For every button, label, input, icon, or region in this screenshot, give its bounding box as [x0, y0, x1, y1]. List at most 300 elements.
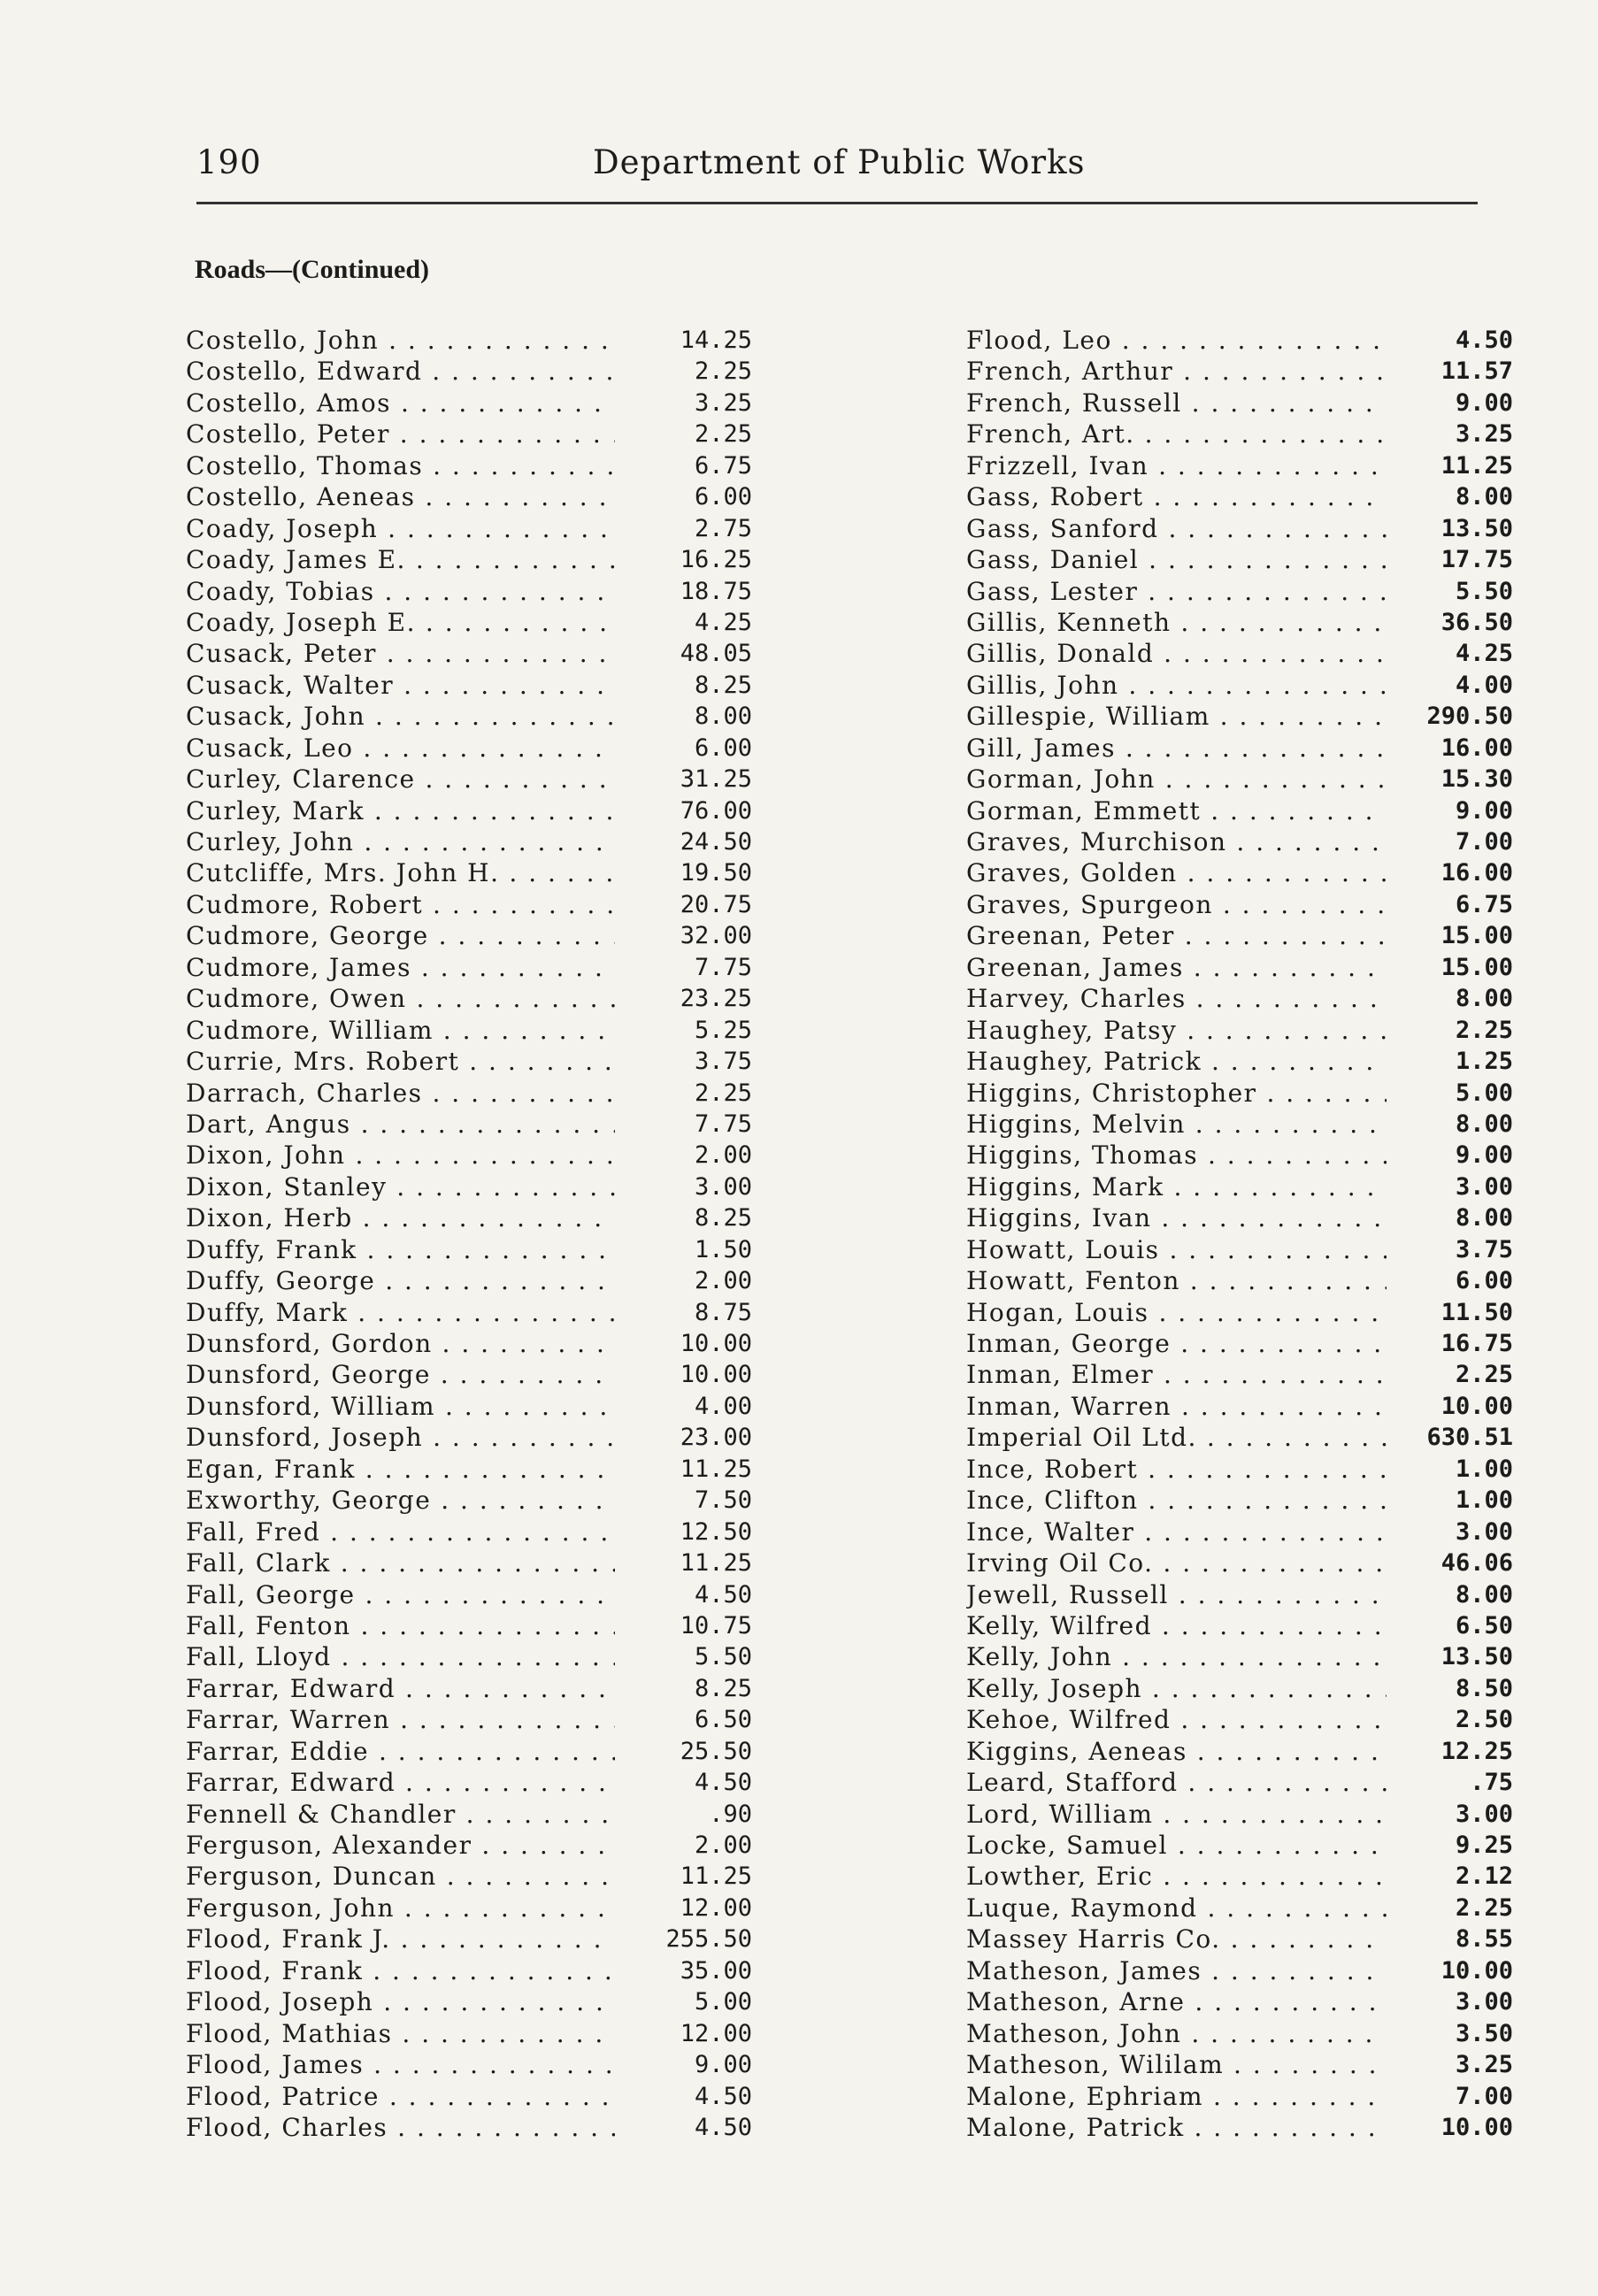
payment-amount: 9.00: [694, 2051, 752, 2079]
ledger-entry: [186, 1297, 752, 1328]
payment-amount: 4.50: [1455, 326, 1513, 354]
payee-name: Gass, Daniel . . .: [966, 544, 1387, 575]
ledger-entry: [966, 356, 1513, 387]
ledger-entry: [966, 1422, 1513, 1453]
payment-amount: 1.50: [694, 1235, 752, 1263]
payee-name: Fall, Fred . . .: [186, 1517, 615, 1547]
ledger-entry: [186, 1517, 752, 1547]
ledger-entry: [186, 1547, 752, 1578]
payee-name: Gass, Robert . . .: [966, 481, 1387, 512]
payee-name: Massey Harris Co. . . .: [966, 1924, 1387, 1954]
payment-amount: 10.00: [1441, 2113, 1513, 2141]
ledger-entry: [186, 1704, 752, 1735]
ledger-entry: [186, 1830, 752, 1861]
payment-amount: 8.25: [694, 1674, 752, 1702]
payment-amount: 5.50: [1455, 577, 1513, 605]
payee-name: Ince, Walter . . .: [966, 1517, 1387, 1547]
payment-amount: 31.25: [680, 765, 752, 794]
payee-name: Exworthy, George . . .: [186, 1485, 615, 1516]
ledger-entry: [186, 2081, 752, 2112]
ledger-entry: [186, 2112, 752, 2143]
ledger-entry: [966, 1986, 1513, 2017]
payment-amount: 11.25: [680, 1455, 752, 1483]
payee-name: Dart, Angus . . .: [186, 1109, 615, 1140]
payment-amount: 20.75: [680, 890, 752, 918]
left-column: [186, 325, 752, 2143]
ledger-entry: [966, 1736, 1513, 1767]
payment-amount: 6.50: [1455, 1611, 1513, 1639]
payee-name: Matheson, Arne . . .: [966, 1986, 1387, 2017]
ledger-entry: [966, 1955, 1513, 1986]
payee-name: Darrach, Charles . . .: [186, 1078, 615, 1109]
payment-amount: 5.00: [1455, 1079, 1513, 1107]
ledger-entry: [186, 2018, 752, 2049]
payment-amount: 6.50: [694, 1706, 752, 1734]
ledger-entry: [966, 1861, 1513, 1892]
payment-amount: 9.00: [1455, 796, 1513, 825]
payee-name: Cudmore, Owen . . .: [186, 983, 615, 1014]
ledger-entry: [966, 920, 1513, 951]
payee-name: Gillis, Donald . . .: [966, 638, 1387, 669]
payment-amount: 2.00: [694, 1831, 752, 1859]
payment-amount: 10.75: [680, 1611, 752, 1639]
payment-amount: 14.25: [680, 326, 752, 354]
payment-amount: 12.25: [1441, 1737, 1513, 1765]
payment-amount: 3.75: [694, 1048, 752, 1076]
payment-amount: 15.00: [1441, 922, 1513, 950]
payee-name: Fall, Fenton . . .: [186, 1610, 615, 1641]
payment-amount: 36.50: [1441, 608, 1513, 636]
payee-name: Flood, Charles . . .: [186, 2112, 615, 2143]
ledger-entry: [966, 1328, 1513, 1359]
payment-amount: 76.00: [680, 796, 752, 825]
payment-amount: .75: [1470, 1769, 1513, 1797]
payee-name: Dixon, John . . .: [186, 1140, 615, 1171]
payee-name: Imperial Oil Ltd. . . .: [966, 1422, 1387, 1453]
payee-name: Cudmore, William . . .: [186, 1015, 615, 1046]
payee-name: Costello, Aeneas . . .: [186, 481, 615, 512]
payee-name: Gass, Sanford . . .: [966, 513, 1387, 544]
ledger-entry: [966, 1265, 1513, 1296]
ledger-entry: [186, 419, 752, 449]
ledger-entry: [186, 1078, 752, 1109]
payee-name: Dunsford, Joseph . . .: [186, 1422, 615, 1453]
ledger-entry: [966, 733, 1513, 764]
payee-name: Greenan, Peter . . .: [966, 920, 1387, 951]
ledger-entry: [966, 2018, 1513, 2049]
payee-name: Lowther, Eric . . .: [966, 1861, 1387, 1892]
payee-name: Duffy, Frank . . .: [186, 1234, 615, 1265]
ledger-entry: [966, 1799, 1513, 1830]
payment-amount: 255.50: [665, 1925, 752, 1954]
payment-amount: 8.55: [1455, 1925, 1513, 1954]
payment-amount: 4.00: [694, 1392, 752, 1420]
ledger-entry: [186, 889, 752, 920]
payee-name: Cutcliffe, Mrs. John H. . . .: [186, 857, 615, 888]
payment-amount: 2.25: [1455, 1893, 1513, 1922]
payee-name: Ince, Robert . . .: [966, 1454, 1387, 1485]
ledger-entry: [966, 670, 1513, 701]
payment-amount: 6.75: [1455, 890, 1513, 918]
payee-name: Dunsford, Gordon . . .: [186, 1328, 615, 1359]
ledger-entry: [966, 1078, 1513, 1109]
payment-amount: 10.00: [1441, 1956, 1513, 1985]
payee-name: Malone, Ephriam . . .: [966, 2081, 1387, 2112]
payee-name: Cudmore, Robert . . .: [186, 889, 615, 920]
payment-amount: 7.75: [694, 1110, 752, 1138]
ledger-entry: [966, 1579, 1513, 1610]
payee-name: Cusack, Walter . . .: [186, 670, 615, 701]
ledger-entry: [966, 576, 1513, 607]
payee-name: Flood, Frank . . .: [186, 1955, 615, 1986]
right-column: [966, 325, 1513, 2143]
ledger-entry: [966, 1391, 1513, 1422]
payment-amount: 1.00: [1455, 1486, 1513, 1515]
payment-amount: 630.51: [1426, 1424, 1513, 1452]
payee-name: Irving Oil Co. . . .: [966, 1547, 1387, 1578]
payee-name: Fall, Clark . . .: [186, 1547, 615, 1578]
payee-name: Graves, Spurgeon . . .: [966, 889, 1387, 920]
payment-amount: 2.00: [694, 1267, 752, 1295]
payment-amount: 6.75: [694, 451, 752, 480]
ledger-entry: [186, 1924, 752, 1954]
payment-amount: 4.25: [694, 608, 752, 636]
payment-amount: 24.50: [680, 828, 752, 856]
ledger-entry: [186, 1454, 752, 1485]
ledger-entry: [966, 1109, 1513, 1140]
payee-name: Flood, Patrice . . .: [186, 2081, 615, 2112]
payment-amount: 2.25: [694, 420, 752, 449]
ledger-entry: [966, 889, 1513, 920]
payment-amount: 15.30: [1441, 765, 1513, 794]
ledger-entry: [966, 419, 1513, 449]
ledger-entry: [186, 1861, 752, 1892]
payee-name: Harvey, Charles . . .: [966, 983, 1387, 1014]
ledger-entry: [966, 607, 1513, 638]
payment-amount: 2.12: [1455, 1862, 1513, 1891]
payee-name: Locke, Samuel . . .: [966, 1830, 1387, 1861]
payee-name: Howatt, Louis . . .: [966, 1234, 1387, 1265]
payee-name: Higgins, Melvin . . .: [966, 1109, 1387, 1140]
ledger-entry: [966, 1297, 1513, 1328]
payment-amount: 8.00: [1455, 1110, 1513, 1138]
payee-name: Matheson, Wililam . . .: [966, 2049, 1387, 2080]
payee-name: Cudmore, James . . .: [186, 952, 615, 983]
payee-name: Gillis, Kenneth . . .: [966, 607, 1387, 638]
payment-amount: 10.00: [680, 1330, 752, 1357]
payment-amount: 8.25: [694, 1204, 752, 1232]
payment-amount: 11.25: [680, 1862, 752, 1891]
ledger-entry: [186, 1359, 752, 1390]
payee-name: Higgins, Mark . . .: [966, 1171, 1387, 1202]
payee-name: Cusack, Peter . . .: [186, 638, 615, 669]
payment-amount: 3.00: [1455, 1800, 1513, 1828]
payee-name: Farrar, Eddie . . .: [186, 1736, 615, 1767]
ledger-entry: [966, 544, 1513, 575]
payment-amount: 2.25: [694, 357, 752, 386]
payee-name: Dixon, Stanley . . .: [186, 1171, 615, 1202]
payee-name: Matheson, James . . .: [966, 1955, 1387, 1986]
ledger-entry: [186, 1171, 752, 1202]
payment-amount: 2.00: [694, 1141, 752, 1170]
payee-name: Duffy, George . . .: [186, 1265, 615, 1296]
ledger-entry: [966, 1171, 1513, 1202]
payee-name: French, Russell . . .: [966, 388, 1387, 419]
ledger-entry: [186, 1485, 752, 1516]
payee-name: Kehoe, Wilfred . . .: [966, 1704, 1387, 1735]
ledger-entry: [966, 1610, 1513, 1641]
ledger-entry: [966, 1641, 1513, 1672]
ledger-entry: [186, 795, 752, 826]
payee-name: French, Art. . . .: [966, 419, 1387, 449]
payee-name: Graves, Golden . . .: [966, 857, 1387, 888]
payment-amount: 12.50: [680, 1517, 752, 1546]
ledger-entry: [966, 1517, 1513, 1547]
payee-name: Flood, Joseph . . .: [186, 1986, 615, 2017]
payee-name: Gillespie, William . . .: [966, 701, 1387, 732]
payee-name: Costello, Thomas . . .: [186, 450, 615, 481]
payee-name: Farrar, Warren . . .: [186, 1704, 615, 1735]
ledger-entry: [186, 576, 752, 607]
ledger-entry: [966, 1140, 1513, 1171]
payee-name: Fall, George . . .: [186, 1579, 615, 1610]
ledger-entry: [966, 1234, 1513, 1265]
payee-name: Costello, Amos . . .: [186, 388, 615, 419]
payment-amount: 3.00: [1455, 1988, 1513, 2016]
ledger-entry: [966, 481, 1513, 512]
payment-amount: 17.75: [1441, 546, 1513, 574]
payment-amount: 3.00: [694, 1172, 752, 1201]
ledger-entry: [966, 952, 1513, 983]
ledger-entry: [186, 544, 752, 575]
payment-amount: 4.50: [694, 1580, 752, 1609]
payee-name: Hogan, Louis . . .: [966, 1297, 1387, 1328]
ledger-entry: [186, 701, 752, 732]
payee-name: Haughey, Patsy . . .: [966, 1015, 1387, 1046]
ledger-entry: [186, 1202, 752, 1233]
payment-amount: 7.00: [1455, 2082, 1513, 2110]
ledger-entry: [186, 1986, 752, 2017]
ledger-entry: [186, 607, 752, 638]
payment-amount: 4.50: [694, 1769, 752, 1797]
ledger-entry: [186, 1955, 752, 1986]
payment-amount: 3.25: [1455, 2051, 1513, 2079]
ledger-entry: [966, 513, 1513, 544]
ledger-entry: [966, 325, 1513, 356]
payment-amount: 11.50: [1441, 1298, 1513, 1326]
payee-name: Currie, Mrs. Robert . . .: [186, 1046, 615, 1077]
payee-name: Kelly, John . . .: [966, 1641, 1387, 1672]
payee-name: Flood, James . . .: [186, 2049, 615, 2080]
ledger-entry: [186, 1422, 752, 1453]
payee-name: Gorman, John . . .: [966, 764, 1387, 795]
payee-name: Higgins, Ivan . . .: [966, 1202, 1387, 1233]
payment-amount: 12.00: [680, 2019, 752, 2047]
payment-amount: 16.75: [1441, 1330, 1513, 1357]
payment-amount: 4.25: [1455, 640, 1513, 668]
payment-amount: 11.25: [1441, 451, 1513, 480]
ledger-entry: [186, 1391, 752, 1422]
ledger-entry: [186, 1046, 752, 1077]
payee-name: Dunsford, William . . .: [186, 1391, 615, 1422]
payee-name: Ince, Clifton . . .: [966, 1485, 1387, 1516]
payment-amount: 11.25: [680, 1549, 752, 1578]
payment-amount: 8.25: [694, 671, 752, 699]
ledger-entry: [966, 1704, 1513, 1735]
ledger-entry: [966, 450, 1513, 481]
ledger-entry: [186, 450, 752, 481]
ledger-entry: [186, 1140, 752, 1171]
payee-name: Ferguson, Duncan . . .: [186, 1861, 615, 1892]
payee-name: Farrar, Edward . . .: [186, 1673, 615, 1704]
payment-amount: 8.75: [694, 1298, 752, 1326]
payment-amount: 6.00: [694, 733, 752, 762]
ledger-entry: [966, 1015, 1513, 1046]
ledger-entry: [186, 638, 752, 669]
ledger-entry: [186, 1767, 752, 1798]
ledger-entry: [966, 1924, 1513, 1954]
payee-name: Gass, Lester . . .: [966, 576, 1387, 607]
payee-name: Curley, John . . .: [186, 826, 615, 857]
payee-name: Dunsford, George . . .: [186, 1359, 615, 1390]
ledger-entry: [186, 1265, 752, 1296]
payment-amount: 3.50: [1455, 2019, 1513, 2047]
payment-amount: 6.00: [694, 483, 752, 511]
payment-amount: 6.00: [1455, 1267, 1513, 1295]
payee-name: Leard, Stafford . . .: [966, 1767, 1387, 1798]
payee-name: Curley, Clarence . . .: [186, 764, 615, 795]
payee-name: Luque, Raymond . . .: [966, 1893, 1387, 1924]
payment-amount: 3.25: [1455, 420, 1513, 449]
ledger-entry: [966, 2081, 1513, 2112]
ledger-entry: [186, 670, 752, 701]
payment-amount: 2.25: [1455, 1016, 1513, 1044]
ledger-entry: [966, 1485, 1513, 1516]
ledger-entry: [966, 1767, 1513, 1798]
payment-amount: 1.00: [1455, 1455, 1513, 1483]
payee-name: Fall, Lloyd . . .: [186, 1641, 615, 1672]
ledger-entry: [966, 1673, 1513, 1704]
payment-amount: 2.75: [694, 514, 752, 542]
payee-name: Dixon, Herb . . .: [186, 1202, 615, 1233]
ledger-entry: [966, 1454, 1513, 1485]
payment-amount: 48.05: [680, 640, 752, 668]
ledger-entry: [966, 2112, 1513, 2143]
payee-name: Duffy, Mark . . .: [186, 1297, 615, 1328]
ledger-entry: [186, 733, 752, 764]
payee-name: Greenan, James . . .: [966, 952, 1387, 983]
payee-name: Gorman, Emmett . . .: [966, 795, 1387, 826]
payment-amount: 32.00: [680, 922, 752, 950]
payment-amount: 9.00: [1455, 388, 1513, 417]
payment-amount: 8.00: [1455, 985, 1513, 1013]
payment-amount: 13.50: [1441, 514, 1513, 542]
ledger-entry: [966, 795, 1513, 826]
payment-amount: 2.25: [1455, 1361, 1513, 1389]
payee-name: Cusack, John . . .: [186, 701, 615, 732]
payment-amount: 10.00: [680, 1361, 752, 1389]
payee-name: Frizzell, Ivan . . .: [966, 450, 1387, 481]
payment-amount: 4.50: [694, 2082, 752, 2110]
payee-name: Coady, James E. . . .: [186, 544, 615, 575]
payment-amount: 8.00: [694, 703, 752, 731]
ledger-entry: [186, 920, 752, 951]
payment-amount: 3.00: [1455, 1517, 1513, 1546]
ledger-entry: [966, 1830, 1513, 1861]
ledger-entry: [186, 1736, 752, 1767]
ledger-entry: [966, 1202, 1513, 1233]
ledger-entry: [186, 513, 752, 544]
payment-amount: 35.00: [680, 1956, 752, 1985]
payment-amount: 5.25: [694, 1016, 752, 1044]
payee-name: Inman, Warren . . .: [966, 1391, 1387, 1422]
ledger-entry: [186, 388, 752, 419]
payee-name: Coady, Joseph E. . . .: [186, 607, 615, 638]
payment-amount: 23.00: [680, 1424, 752, 1452]
payment-amount: 4.00: [1455, 671, 1513, 699]
ledger-entry: [186, 1109, 752, 1140]
ledger-entry: [186, 356, 752, 387]
payment-amount: 2.25: [694, 1079, 752, 1107]
payee-name: Costello, Peter . . .: [186, 419, 615, 449]
payment-amount: 1.25: [1455, 1048, 1513, 1076]
payment-amount: 7.00: [1455, 828, 1513, 856]
payment-amount: 12.00: [680, 1893, 752, 1922]
ledger-entry: [186, 1579, 752, 1610]
ledger-entry: [966, 2049, 1513, 2080]
payment-amount: 10.00: [1441, 1392, 1513, 1420]
payment-amount: 5.00: [694, 1988, 752, 2016]
payee-name: Ferguson, John . . .: [186, 1893, 615, 1924]
header-rule: [196, 202, 1478, 204]
page-number: 190: [196, 143, 262, 181]
ledger-entry: [186, 2049, 752, 2080]
payee-name: Farrar, Edward . . .: [186, 1767, 615, 1798]
ledger-entry: [186, 1893, 752, 1924]
page-title: Department of Public Works: [593, 143, 1086, 181]
payment-amount: 7.75: [694, 953, 752, 981]
payment-amount: 46.06: [1441, 1549, 1513, 1578]
payment-amount: .90: [709, 1800, 752, 1828]
payee-name: Ferguson, Alexander . . .: [186, 1830, 615, 1861]
ledger-entry: [186, 1015, 752, 1046]
payment-amount: 18.75: [680, 577, 752, 605]
payment-amount: 11.57: [1441, 357, 1513, 386]
payee-name: Cusack, Leo . . .: [186, 733, 615, 764]
ledger-entry: [186, 1799, 752, 1830]
payee-name: Coady, Joseph . . .: [186, 513, 615, 544]
payment-amount: 16.25: [680, 546, 752, 574]
ledger-entry: [966, 764, 1513, 795]
ledger-entry: [186, 325, 752, 356]
ledger-entry: [186, 857, 752, 888]
ledger-entry: [186, 1234, 752, 1265]
ledger-entry: [966, 983, 1513, 1014]
payment-amount: 8.00: [1455, 483, 1513, 511]
payee-name: Costello, John . . .: [186, 325, 615, 356]
payment-amount: 8.00: [1455, 1204, 1513, 1232]
payee-name: Coady, Tobias . . .: [186, 576, 615, 607]
payment-amount: 16.00: [1441, 733, 1513, 762]
ledger-entry: [966, 1893, 1513, 1924]
payee-name: Higgins, Thomas . . .: [966, 1140, 1387, 1171]
payee-name: Inman, George . . .: [966, 1328, 1387, 1359]
payee-name: Flood, Mathias . . .: [186, 2018, 615, 2049]
payment-amount: 7.50: [694, 1486, 752, 1515]
payment-amount: 9.00: [1455, 1141, 1513, 1170]
payee-name: Higgins, Christopher . . .: [966, 1078, 1387, 1109]
payee-name: Haughey, Patrick . . .: [966, 1046, 1387, 1077]
